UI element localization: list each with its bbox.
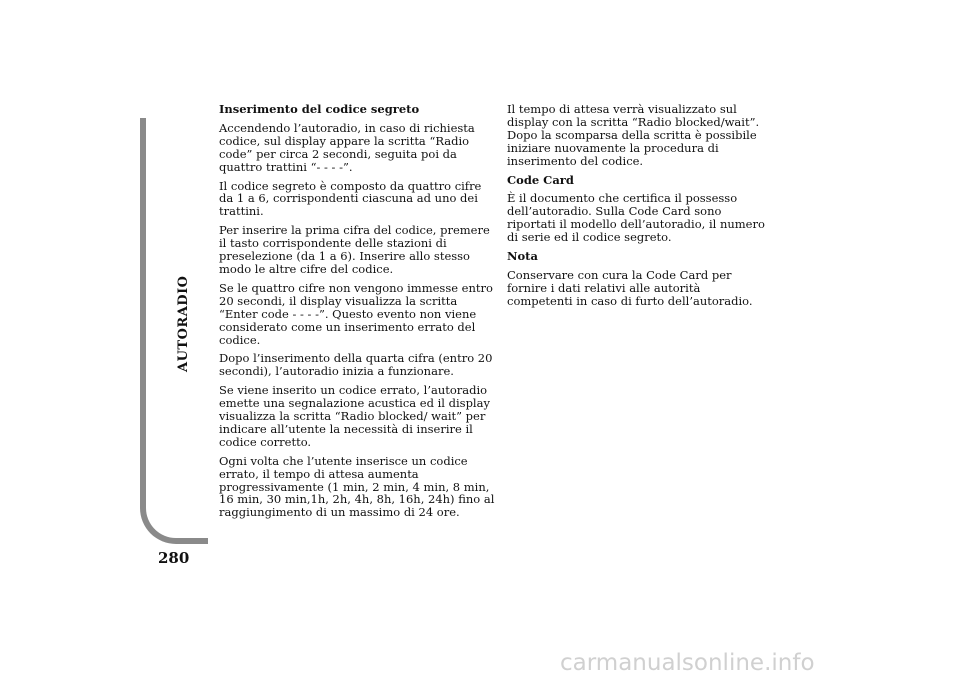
paragraph-wait-display: Il tempo di attesa verrà visualizzato sul display con la scritta “Radio blocked/wait”. Dopo la scomparsa della scritta è possibile iniziare nuovamente la procedura di inserimento del codice. <box>507 102 760 168</box>
code-card-heading: Code Card <box>507 172 574 187</box>
paragraph-wait-time: Ogni volta che l’utente inserisce un codice errato, il tempo di attesa aumenta progressivamente (1 min, 2 min, 4 min, 8 min, 16 min, 30 min,1h, 2h, 4h, 8h, 16h, 24h) fino al raggiungimento di un massimo di 24 ore. <box>219 453 495 520</box>
paragraph-after-fourth-digit: Dopo l’inserimento della quarta cifra (entro 20 secondi), l’autoradio inizia a funzionare. <box>219 351 493 379</box>
watermark-text: carmanualsonline.info <box>560 650 815 676</box>
page-number: 280 <box>158 549 190 567</box>
page-margin-frame <box>140 118 208 544</box>
paragraph-wrong-code: Se viene inserito un codice errato, l’autoradio emette una segnalazione acustica ed il display visualizza la scritta “Radio blocked/ wait” per indicare all’utente la necessità di inserire il codice corretto. <box>219 383 490 449</box>
right-text-column <box>507 103 769 314</box>
paragraph-enter-digit: Per inserire la prima cifra del codice, premere il tasto corrispondente delle stazioni di preselezione (da 1 a 6). Inserire allo stesso modo le altre cifre del codice. <box>219 223 490 276</box>
paragraph-nota: Conservare con cura la Code Card per fornire i dati relativi alle autorità competenti in caso di furto dell’autoradio. <box>507 267 753 308</box>
paragraph-code-digits: Il codice segreto è composto da quattro cifre da 1 a 6, corrispondenti ciascuna ad uno dei trattini. <box>219 178 482 219</box>
paragraph-timeout: Se le quattro cifre non vengono immesse entro 20 secondi, il display visualizza la scritta “Enter code - - - -”. Questo evento non viene considerato come un inserimento errato del codice. <box>219 280 493 347</box>
nota-heading: Nota <box>507 249 538 264</box>
paragraph-code-card: È il documento che certifica il possesso dell’autoradio. Sulla Code Card sono riportati il modello dell’autoradio, il numero di serie ed il codice segreto. <box>507 191 765 245</box>
paragraph-radio-code: Accendendo l’autoradio, in caso di richiesta codice, sul display appare la scritta “Radio code” per circa 2 secondi, seguita poi da quattro trattini “- - - -”. <box>219 120 475 174</box>
section-heading: Inserimento del codice segreto <box>219 102 420 116</box>
left-text-column <box>219 103 497 525</box>
section-side-label: AUTORADIO <box>176 275 191 372</box>
